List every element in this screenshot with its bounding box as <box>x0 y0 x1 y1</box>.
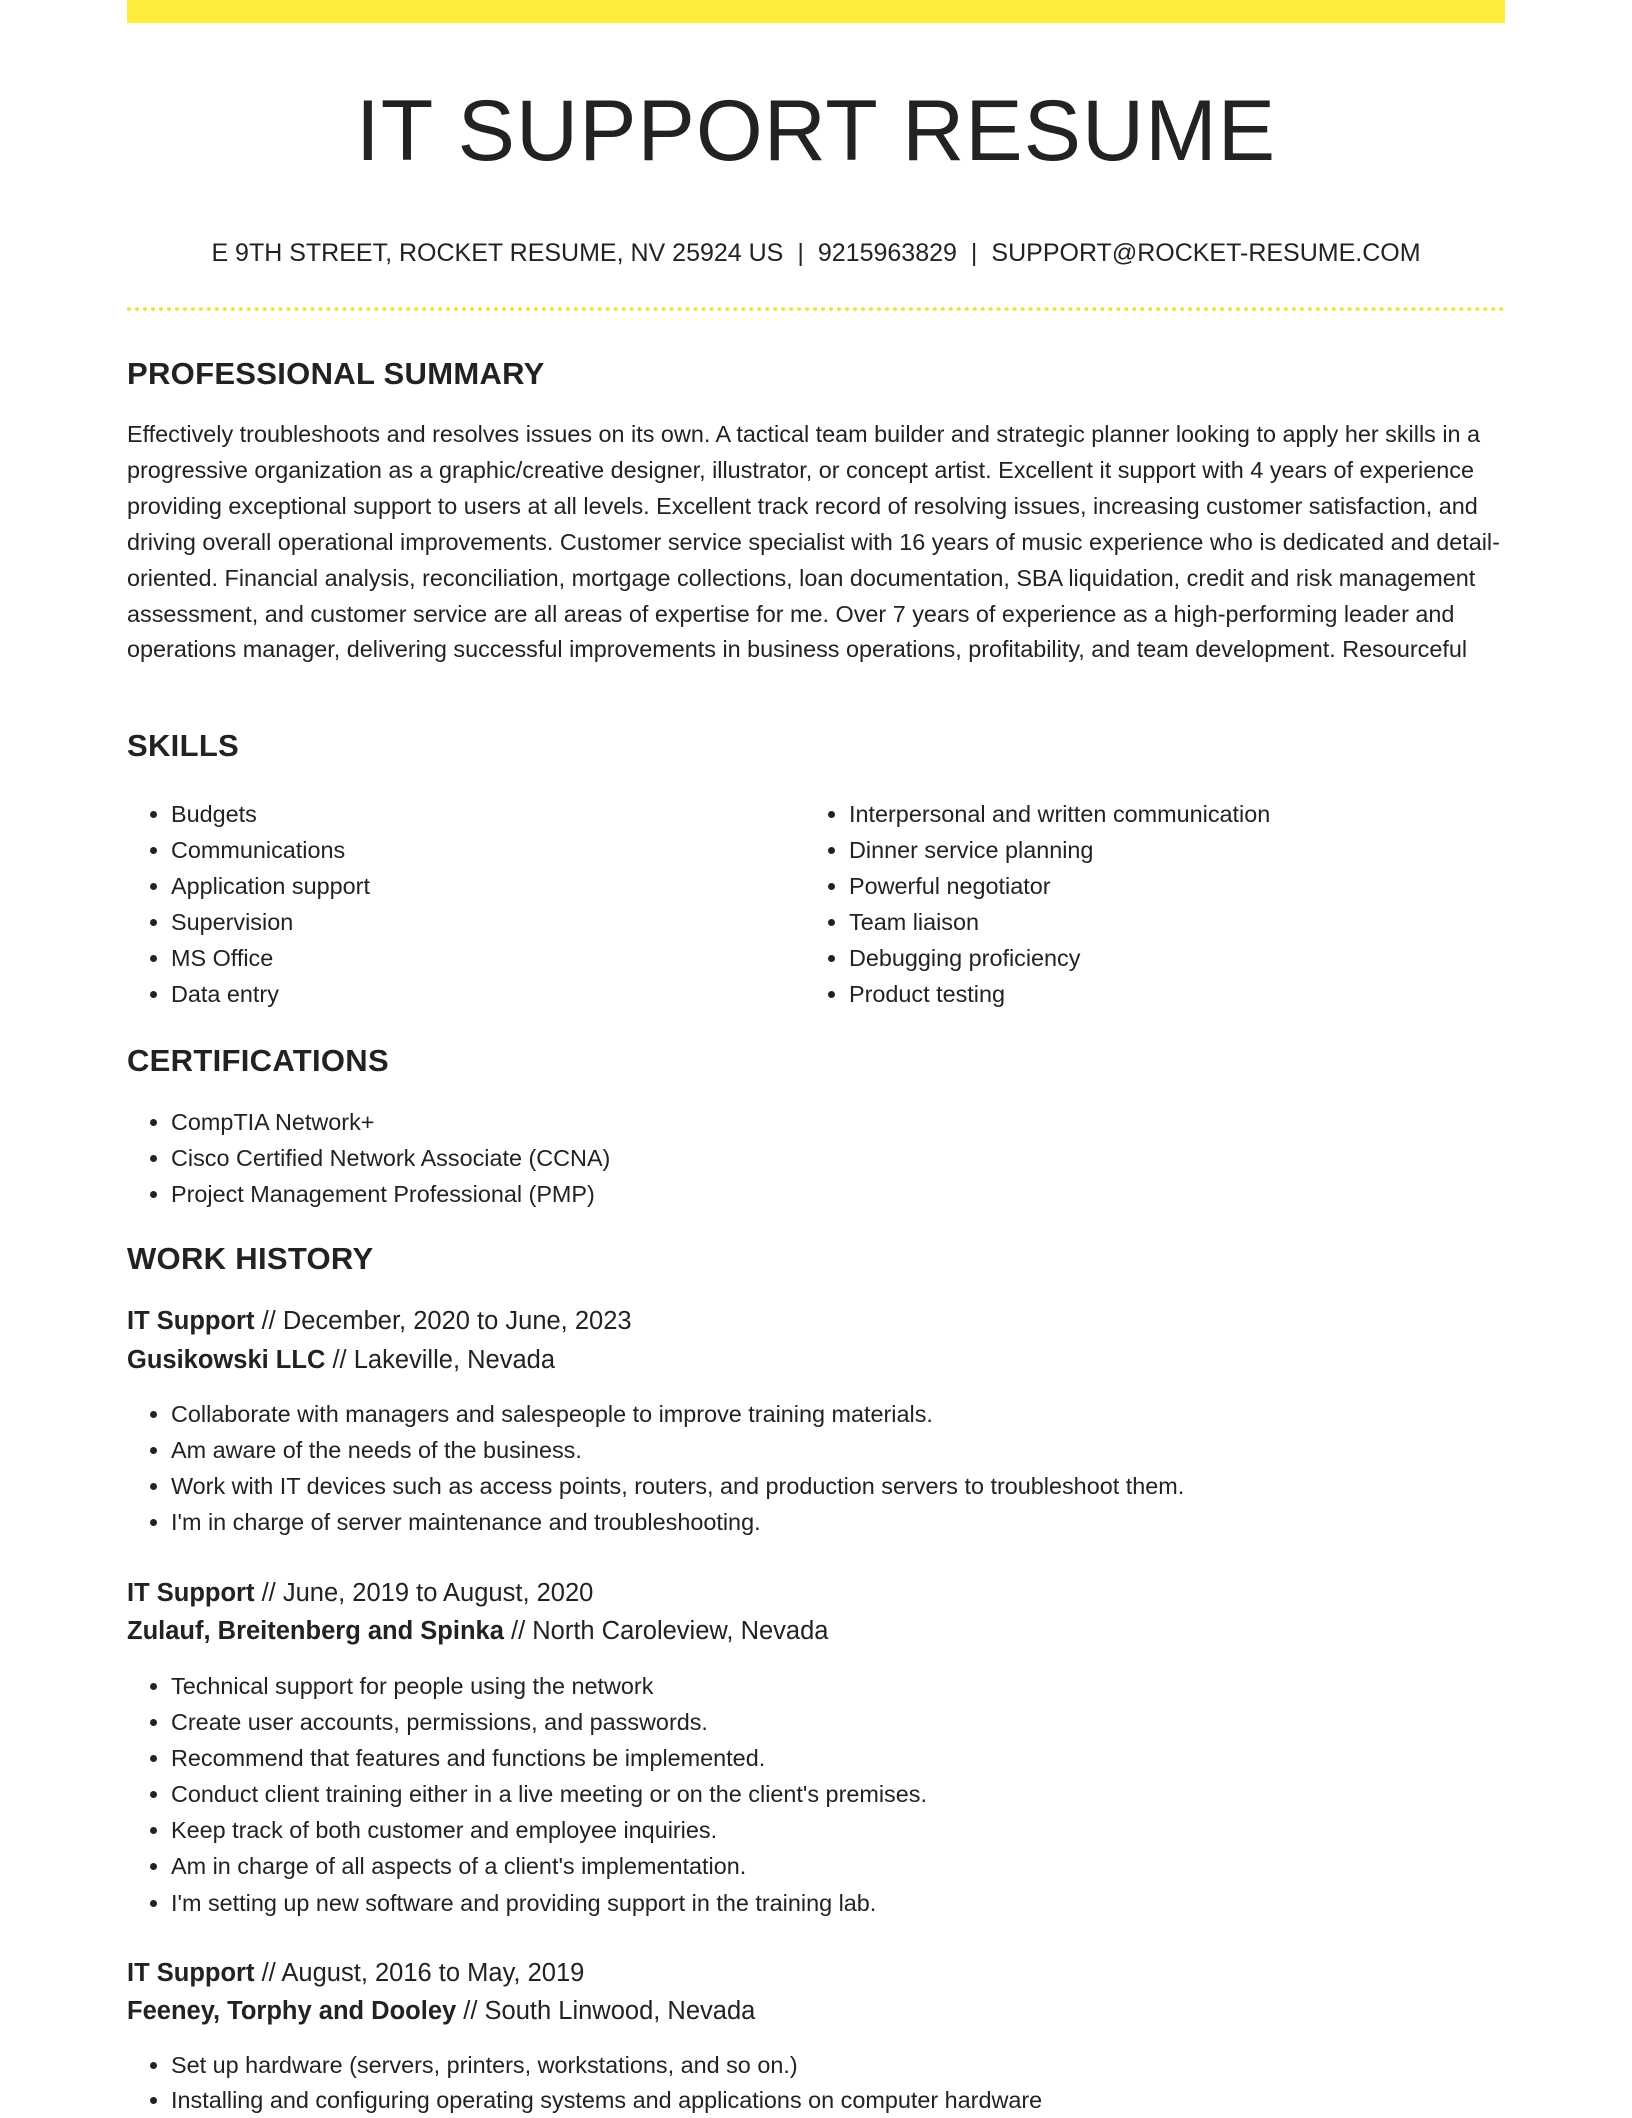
job-location: // Lakeville, Nevada <box>332 1346 556 1374</box>
job-bullets <box>127 2048 1501 2118</box>
job-title-line <box>127 1956 584 1990</box>
job-location: // North Caroleview, Nevada <box>510 1617 829 1645</box>
contact-separator: | <box>970 239 978 267</box>
job-title: IT Support <box>127 1307 255 1335</box>
list-item: • Work with IT devices such as access points, routers, and production servers to troubleshoot them. <box>171 1468 1501 1504</box>
list-item: • Collaborate with managers and salespeople to improve training materials. <box>171 1396 1501 1432</box>
list-item: • Project Management Professional (PMP) <box>171 1176 1471 1212</box>
job-bullets <box>127 1668 1501 1921</box>
list-item: • Recommend that features and functions be implemented. <box>171 1740 1501 1776</box>
list-item: • Set up hardware (servers, printers, workstations, and so on.) <box>171 2048 1501 2083</box>
summary-heading: PROFESSIONAL SUMMARY <box>127 356 545 391</box>
list-item: • Data entry <box>171 976 791 1012</box>
list-item: • Powerful negotiator <box>849 868 1529 904</box>
certifications-heading: CERTIFICATIONS <box>127 1043 389 1078</box>
summary-text: Effectively troubleshoots and resolves issues on its own. A tactical team builder and strategic planner looking to apply her skills in a progressive organization as a graphic/creative designer, illustrator, or concept artist. Excellent it support with 4 years of experience providing exceptional support to users at all levels. Excellent track record of resolving issues, increasing customer satisfaction, and driving overall operational improvements. Customer service specialist with 16 years of music experience who is dedicated and detail-oriented. Financial analysis, reconciliation, mortgage collections, loan documentation, SBA liquidation, credit and risk management assessment, and customer service are all areas of expertise for me. Over 7 years of experience as a high-performing leader and operations manager, delivering successful improvements in business operations, profitability, and team development. Resourceful <box>127 421 1500 663</box>
list-item: • Communications <box>171 832 791 868</box>
work-history-heading: WORK HISTORY <box>127 1241 374 1276</box>
job-title: IT Support <box>127 1959 255 1987</box>
list-item: • CompTIA Network+ <box>171 1104 1471 1140</box>
job-company-line <box>127 1994 755 2028</box>
skills-list-left <box>127 796 791 1013</box>
job-company: Gusikowski LLC <box>127 1346 326 1374</box>
job-company: Feeney, Torphy and Dooley <box>127 1997 457 2025</box>
list-item: • Create user accounts, permissions, and passwords. <box>171 1704 1501 1740</box>
list-item: • Cisco Certified Network Associate (CCNA) <box>171 1140 1471 1176</box>
job-dates: // June, 2019 to August, 2020 <box>261 1579 594 1607</box>
list-item: • Installing and configuring operating systems and applications on computer hardware <box>171 2083 1501 2118</box>
job-company-line <box>127 1614 828 1648</box>
job-location: // South Linwood, Nevada <box>463 1997 756 2025</box>
list-item: • Team liaison <box>849 904 1529 940</box>
list-item: • Technical support for people using the network <box>171 1668 1501 1704</box>
contact-address: E 9TH STREET, ROCKET RESUME, NV 25924 US <box>211 239 784 267</box>
job-company: Zulauf, Breitenberg and Spinka <box>127 1617 504 1645</box>
contact-phone: 9215963829 <box>817 239 957 267</box>
contact-separator: | <box>797 239 804 267</box>
certifications-list <box>127 1104 1471 1212</box>
list-item: • Am in charge of all aspects of a client's implementation. <box>171 1848 1501 1884</box>
list-item: • Supervision <box>171 904 791 940</box>
top-accent-bar <box>127 0 1505 23</box>
job-bullets <box>127 1396 1501 1540</box>
list-item: • I'm setting up new software and providing support in the training lab. <box>171 1885 1501 1921</box>
list-item: • Dinner service planning <box>849 832 1529 868</box>
list-item: • Conduct client training either in a live meeting or on the client's premises. <box>171 1776 1501 1812</box>
job-title-line <box>127 1576 593 1610</box>
list-item: • I'm in charge of server maintenance and troubleshooting. <box>171 1504 1501 1540</box>
job-company-line <box>127 1343 555 1377</box>
contact-line <box>127 236 1505 270</box>
job-title-line <box>127 1304 632 1338</box>
resume-title: IT SUPPORT RESUME <box>355 83 1277 179</box>
list-item: • Product testing <box>849 976 1529 1012</box>
list-item: • Debugging proficiency <box>849 940 1529 976</box>
job-dates: // December, 2020 to June, 2023 <box>261 1307 632 1335</box>
job-title: IT Support <box>127 1579 255 1607</box>
job-dates: // August, 2016 to May, 2019 <box>261 1959 585 1987</box>
dotted-divider <box>127 307 1505 311</box>
list-item: • Keep track of both customer and employee inquiries. <box>171 1812 1501 1848</box>
skills-list-right <box>805 796 1529 1013</box>
contact-email: SUPPORT@ROCKET-RESUME.COM <box>991 239 1421 267</box>
list-item: • Interpersonal and written communication <box>849 796 1529 832</box>
skills-heading: SKILLS <box>127 728 240 763</box>
list-item: • Application support <box>171 868 791 904</box>
list-item: • Am aware of the needs of the business. <box>171 1432 1501 1468</box>
list-item: • MS Office <box>171 940 791 976</box>
list-item: • Budgets <box>171 796 791 832</box>
